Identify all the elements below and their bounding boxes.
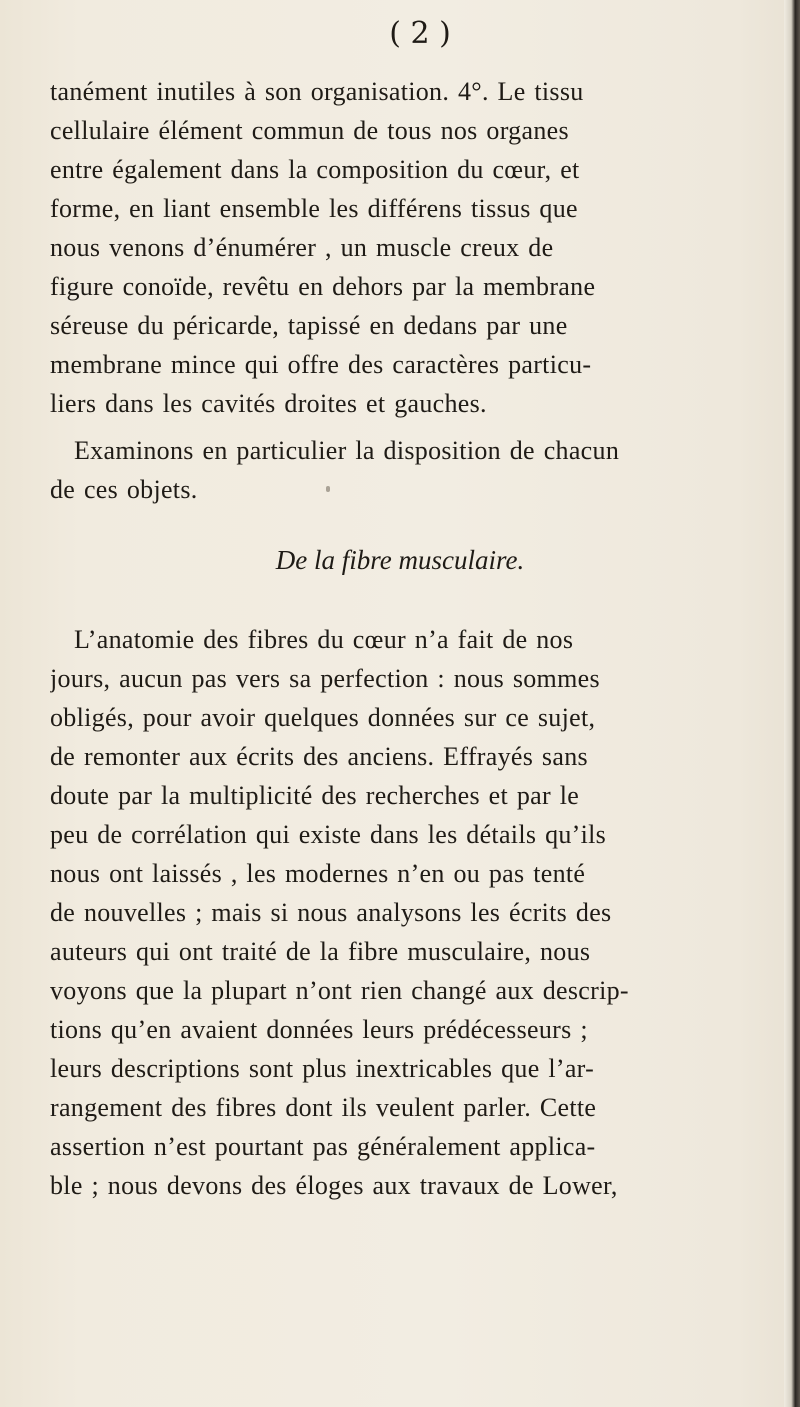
text-line: de ces objets. [50,475,198,504]
text-line: tanément inutiles à son organisation. 4°. Le tissu [50,77,584,106]
text-line: forme, en liant ensemble les différens tissus que [50,194,578,223]
text-line: obligés, pour avoir quelques données sur ce sujet, [50,703,596,732]
text-line: liers dans les cavités droites et gauches. [50,389,487,418]
section-heading: De la fibre musculaire. [275,545,525,575]
text-line: cellulaire élément commun de tous nos organes [50,116,569,145]
paragraph-anatomie [50,620,780,1205]
text-line: voyons que la plupart n’ont rien changé aux descrip- [50,976,629,1005]
text-line: doute par la multiplicité des recherches et par le [50,781,580,810]
paper-speck [326,486,330,492]
page-number: ( 2 ) [389,16,451,51]
text-line: peu de corrélation qui existe dans les détails qu’ils [50,820,607,849]
text-line: assertion n’est pourtant pas généralement applica- [50,1132,596,1161]
text-line: rangement des fibres dont ils veulent parler. Cette [50,1093,597,1122]
text-line: figure conoïde, revêtu en dehors par la membrane [50,272,596,301]
text-line: nous venons d’énumérer , un muscle creux de [50,233,554,262]
text-line: de nouvelles ; mais si nous analysons les écrits des [50,898,612,927]
text-line: ble ; nous devons des éloges aux travaux de Lower, [50,1171,618,1200]
paragraph-organisation [50,72,780,423]
text-line: entre également dans la composition du cœur, et [50,155,580,184]
text-line: auteurs qui ont traité de la fibre musculaire, nous [50,937,591,966]
text-line: séreuse du péricarde, tapissé en dedans par une [50,311,568,340]
text-line: leurs descriptions sont plus inextricables que l’ar- [50,1054,595,1083]
text-line: de remonter aux écrits des anciens. Effrayés sans [50,742,588,771]
text-line: tions qu’en avaient données leurs prédécesseurs ; [50,1015,588,1044]
paragraph-examinons [50,431,780,509]
text-line: nous ont laissés , les modernes n’en ou pas tenté [50,859,586,888]
text-line: Examinons en particulier la disposition de chacun [74,436,620,465]
text-line: L’anatomie des fibres du cœur n’a fait de nos [74,625,574,654]
page-edge-shadow [784,0,800,1407]
text-line: membrane mince qui offre des caractères particu- [50,350,592,379]
text-line: jours, aucun pas vers sa perfection : nous sommes [50,664,600,693]
